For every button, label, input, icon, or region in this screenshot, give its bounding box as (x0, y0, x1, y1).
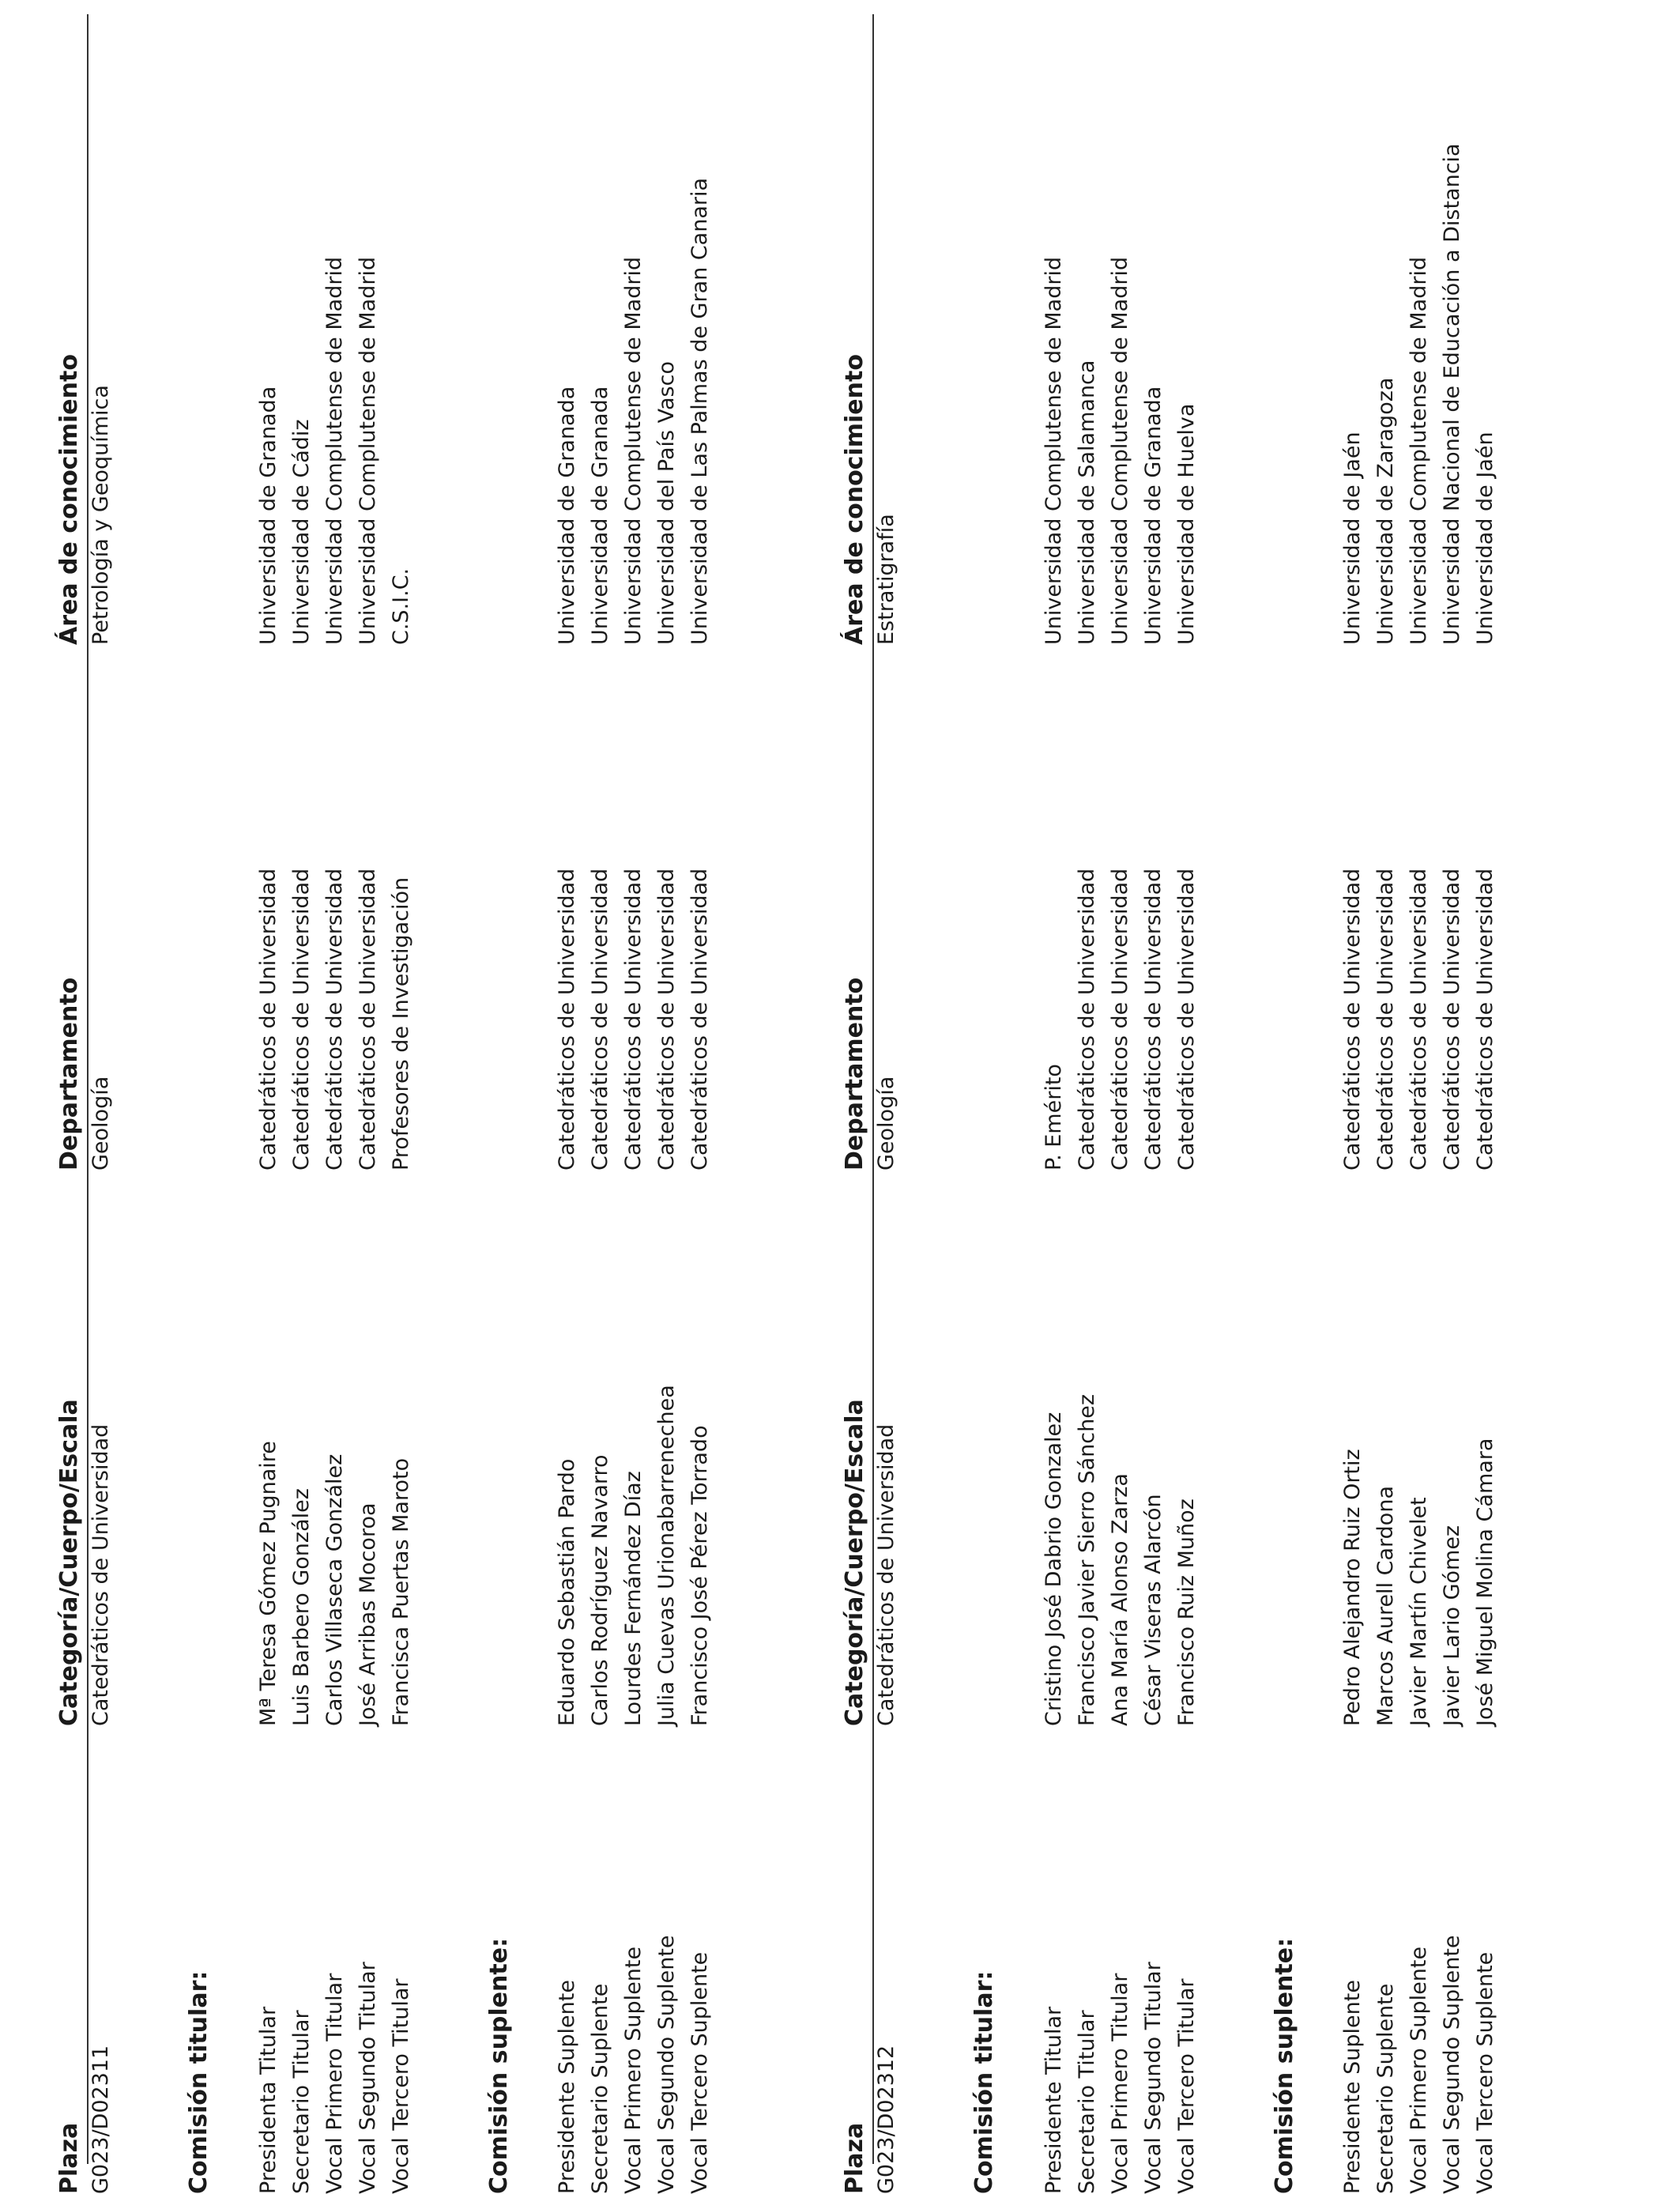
member-institution: Universidad de Jaén (1340, 432, 1365, 645)
member-role: Secretario Suplente (588, 1983, 612, 2194)
member-row (1038, 0, 1070, 2194)
plaza-departamento: Geología (89, 1076, 113, 1171)
member-role: Secretario Titular (289, 2010, 314, 2194)
member-category: Catedráticos de Universidad (1440, 868, 1464, 1171)
member-name: Pedro Alejandro Ruiz Ortiz (1340, 1449, 1365, 1726)
member-category: Catedráticos de Universidad (654, 868, 679, 1171)
member-name: Cristino José Dabrio Gonzalez (1042, 1412, 1066, 1726)
member-category: Catedráticos de Universidad (555, 868, 579, 1171)
member-row (253, 0, 284, 2194)
suplente-heading: Comisión suplente: (485, 1937, 513, 2194)
member-institution: Universidad Complutense de Madrid (621, 256, 646, 645)
member-institution: Universidad Complutense de Madrid (1108, 256, 1132, 645)
member-role: Presidente Suplente (555, 1980, 579, 2194)
member-role: Vocal Tercero Suplente (1473, 1951, 1497, 2194)
plaza-area: Estratigrafía (874, 514, 898, 645)
member-name: Javier Martín Chivelet (1407, 1497, 1431, 1726)
header-categoria: Categoría/Cuerpo/Escala (55, 1399, 83, 1726)
member-role: Presidente Suplente (1340, 1980, 1365, 2194)
member-row (1437, 0, 1468, 2194)
member-institution: Universidad de Huelva (1174, 403, 1199, 645)
member-name: Ana María Alonso Zarza (1108, 1473, 1132, 1726)
member-institution: Universidad del País Vasco (654, 361, 679, 645)
member-role: Presidente Titular (1042, 2006, 1066, 2194)
member-name: Francisco José Pérez Torrado (687, 1425, 712, 1726)
header-plaza: Plaza (55, 2122, 83, 2194)
member-row (552, 0, 583, 2194)
member-row (1470, 0, 1501, 2194)
header-area: Área de conocimiento (841, 354, 868, 645)
member-role: Vocal Primero Suplente (1407, 1946, 1431, 2194)
member-name: Carlos Villaseca González (322, 1453, 347, 1726)
member-category: Catedráticos de Universidad (1108, 868, 1132, 1171)
member-row (319, 0, 351, 2194)
member-role: Vocal Primero Titular (322, 1973, 347, 2194)
titular-heading: Comisión titular: (970, 1970, 998, 2194)
titular-heading: Comisión titular: (185, 1970, 213, 2194)
member-category: Catedráticos de Universidad (687, 868, 712, 1171)
member-name: Francisco Ruiz Muñoz (1174, 1498, 1199, 1726)
member-institution: Universidad de Jaén (1473, 432, 1497, 645)
member-category: Catedráticos de Universidad (588, 868, 612, 1171)
plaza-code: G023/D02311 (89, 2045, 113, 2194)
member-name: José Arribas Mocoroa (356, 1502, 380, 1726)
member-category: Catedráticos de Universidad (1075, 868, 1099, 1171)
member-category: Catedráticos de Universidad (322, 868, 347, 1171)
member-role: Vocal Segundo Titular (1141, 1962, 1166, 2194)
member-role: Secretario Suplente (1373, 1983, 1398, 2194)
member-category: Catedráticos de Universidad (289, 868, 314, 1171)
suplente-heading: Comisión suplente: (1271, 1937, 1298, 2194)
member-row (1105, 0, 1136, 2194)
member-row (585, 0, 616, 2194)
member-institution: Universidad de Las Palmas de Gran Canaria (687, 177, 712, 645)
member-institution: Universidad Complutense de Madrid (1407, 256, 1431, 645)
member-name: Mª Teresa Gómez Pugnaire (256, 1441, 281, 1726)
plaza-categoria: Catedráticos de Universidad (874, 1423, 898, 1726)
member-row (618, 0, 650, 2194)
member-name: Luis Barbero González (289, 1488, 314, 1726)
member-row (1337, 0, 1369, 2194)
member-name: Javier Lario Gómez (1440, 1525, 1464, 1726)
member-name: Francisco Javier Sierro Sánchez (1075, 1394, 1099, 1726)
member-role: Vocal Primero Titular (1108, 1973, 1132, 2194)
member-role: Vocal Segundo Titular (356, 1962, 380, 2194)
member-name: Lourdes Fernández Díaz (621, 1471, 646, 1726)
header-categoria: Categoría/Cuerpo/Escala (841, 1399, 868, 1726)
member-name: José Miguel Molina Cámara (1473, 1438, 1497, 1726)
member-row (684, 0, 716, 2194)
member-category: Catedráticos de Universidad (1141, 868, 1166, 1171)
plaza-categoria: Catedráticos de Universidad (89, 1423, 113, 1726)
member-name: Francisca Puertas Maroto (389, 1457, 413, 1726)
member-category: P. Emérito (1042, 1064, 1066, 1171)
member-role: Secretario Titular (1075, 2010, 1099, 2194)
member-name: Julia Cuevas Urionabarrenechea (654, 1385, 679, 1726)
member-name: Eduardo Sebastián Pardo (555, 1458, 579, 1726)
member-role: Vocal Tercero Suplente (687, 1951, 712, 2194)
member-institution: Universidad de Granada (555, 386, 579, 645)
member-institution: Universidad de Granada (1141, 386, 1166, 645)
member-institution: Universidad de Zaragoza (1373, 377, 1398, 645)
member-row (352, 0, 384, 2194)
member-institution: Universidad de Granada (256, 386, 281, 645)
member-name: Carlos Rodríguez Navarro (588, 1454, 612, 1726)
member-name: César Viseras Alarcón (1141, 1494, 1166, 1726)
member-role: Vocal Primero Suplente (621, 1946, 646, 2194)
member-institution: C.S.I.C. (389, 567, 413, 645)
member-category: Catedráticos de Universidad (621, 868, 646, 1171)
header-departamento: Departamento (841, 977, 868, 1171)
member-category: Catedráticos de Universidad (1340, 868, 1365, 1171)
member-row (1072, 0, 1103, 2194)
member-category: Catedráticos de Universidad (1174, 868, 1199, 1171)
member-institution: Universidad de Cádiz (289, 419, 314, 645)
member-institution: Universidad Complutense de Madrid (1042, 256, 1066, 645)
plaza-departamento: Geología (874, 1076, 898, 1171)
member-row (1370, 0, 1402, 2194)
member-name: Marcos Aurell Cardona (1373, 1486, 1398, 1726)
plaza-area: Petrología y Geoquímica (89, 385, 113, 645)
member-row (286, 0, 318, 2194)
member-institution: Universidad Complutense de Madrid (356, 256, 380, 645)
member-category: Catedráticos de Universidad (1407, 868, 1431, 1171)
member-category: Catedráticos de Universidad (1473, 868, 1497, 1171)
member-row (1403, 0, 1435, 2194)
member-category: Catedráticos de Universidad (356, 868, 380, 1171)
member-role: Vocal Segundo Suplente (1440, 1935, 1464, 2194)
member-role: Vocal Tercero Titular (389, 1978, 413, 2194)
member-row (651, 0, 683, 2194)
member-category: Catedráticos de Universidad (1373, 868, 1398, 1171)
member-row (1138, 0, 1170, 2194)
member-category: Catedráticos de Universidad (256, 868, 281, 1171)
member-institution: Universidad de Salamanca (1075, 360, 1099, 645)
member-role: Vocal Tercero Titular (1174, 1978, 1199, 2194)
member-role: Presidenta Titular (256, 2006, 281, 2194)
member-row (386, 0, 417, 2194)
header-departamento: Departamento (55, 977, 83, 1171)
member-category: Profesores de Investigación (389, 876, 413, 1171)
member-role: Vocal Segundo Suplente (654, 1935, 679, 2194)
member-institution: Universidad de Granada (588, 386, 612, 645)
member-institution: Universidad Nacional de Educación a Distancia (1440, 143, 1464, 645)
header-plaza: Plaza (841, 2122, 868, 2194)
member-institution: Universidad Complutense de Madrid (322, 256, 347, 645)
plaza-code: G023/D02312 (874, 2045, 898, 2194)
header-area: Área de conocimiento (55, 354, 83, 645)
member-row (1171, 0, 1203, 2194)
